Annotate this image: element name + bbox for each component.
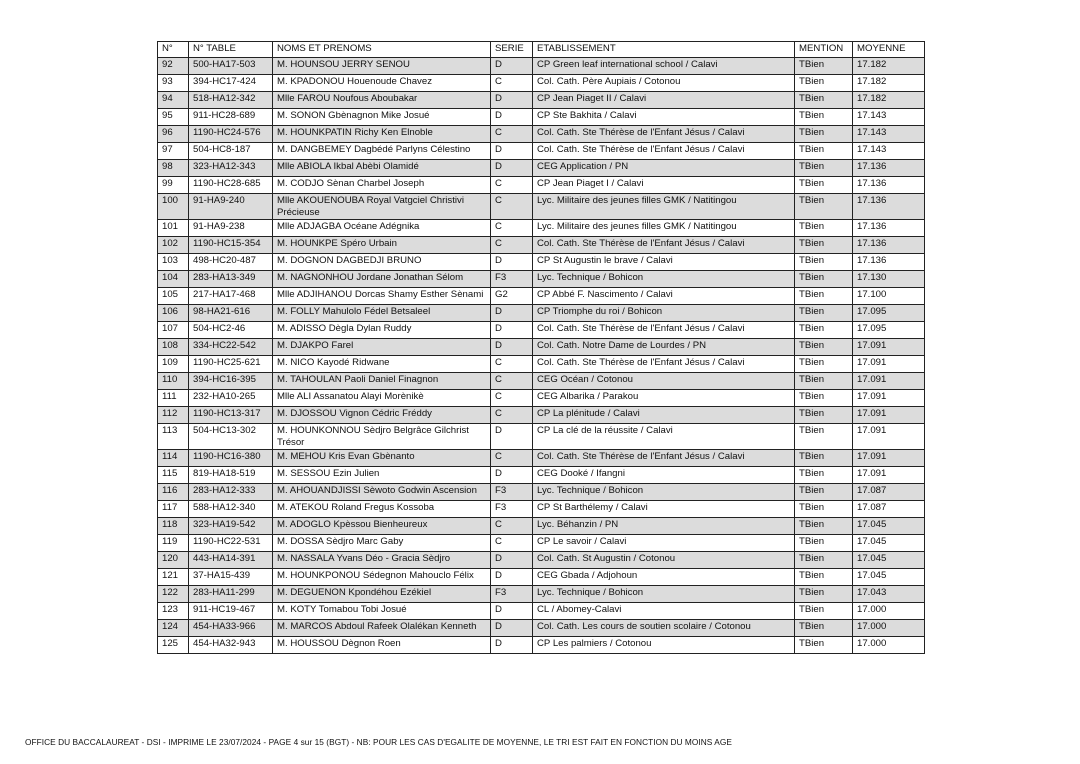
cell-table-number: 323-HA12-343: [189, 160, 273, 177]
cell-rank: 105: [158, 288, 189, 305]
cell-series: D: [491, 322, 533, 339]
table-row: [158, 373, 925, 390]
cell-average: 17.143: [853, 143, 925, 160]
cell-school: CEG Dooké / Ifangni: [533, 467, 795, 484]
cell-school: Lyc. Militaire des jeunes filles GMK / Natitingou: [533, 194, 795, 220]
cell-name: M. SONON Gbènagnon Mike Josué: [273, 109, 491, 126]
cell-rank: 116: [158, 484, 189, 501]
table-row: [158, 109, 925, 126]
cell-mention: TBien: [795, 569, 853, 586]
cell-mention: TBien: [795, 75, 853, 92]
cell-school: Lyc. Technique / Bohicon: [533, 271, 795, 288]
cell-rank: 100: [158, 194, 189, 220]
cell-mention: TBien: [795, 254, 853, 271]
cell-series: D: [491, 467, 533, 484]
cell-series: C: [491, 407, 533, 424]
cell-series: C: [491, 535, 533, 552]
cell-average: 17.182: [853, 75, 925, 92]
cell-name: M. HOUNKPE Spéro Urbain: [273, 237, 491, 254]
cell-school: CP Le savoir / Calavi: [533, 535, 795, 552]
cell-table-number: 323-HA19-542: [189, 518, 273, 535]
cell-average: 17.091: [853, 424, 925, 450]
cell-name: M. DOGNON DAGBEDJI BRUNO: [273, 254, 491, 271]
cell-mention: TBien: [795, 373, 853, 390]
table-row: [158, 143, 925, 160]
cell-mention: TBien: [795, 603, 853, 620]
cell-series: C: [491, 373, 533, 390]
cell-rank: 94: [158, 92, 189, 109]
cell-series: D: [491, 143, 533, 160]
cell-name: M. DEGUENON Kpondéhou Ezékiel: [273, 586, 491, 603]
cell-average: 17.045: [853, 518, 925, 535]
cell-average: 17.136: [853, 254, 925, 271]
cell-average: 17.091: [853, 467, 925, 484]
cell-average: 17.100: [853, 288, 925, 305]
table-row: [158, 603, 925, 620]
cell-name: M. MEHOU Kris Evan Gbènanto: [273, 450, 491, 467]
cell-school: Col. Cath. Notre Dame de Lourdes / PN: [533, 339, 795, 356]
table-row: [158, 288, 925, 305]
cell-average: 17.000: [853, 637, 925, 654]
cell-series: C: [491, 450, 533, 467]
cell-name: M. HOUNKPATIN Richy Ken Elnoble: [273, 126, 491, 143]
cell-name: M. KPADONOU Houenoude Chavez: [273, 75, 491, 92]
cell-mention: TBien: [795, 160, 853, 177]
cell-name: M. ADISSO Dègla Dylan Ruddy: [273, 322, 491, 339]
cell-school: Lyc. Béhanzin / PN: [533, 518, 795, 535]
cell-series: D: [491, 637, 533, 654]
cell-name: M. DJAKPO Farel: [273, 339, 491, 356]
table-row: [158, 569, 925, 586]
cell-series: D: [491, 92, 533, 109]
cell-school: CP St Augustin le brave / Calavi: [533, 254, 795, 271]
cell-series: D: [491, 160, 533, 177]
cell-series: C: [491, 194, 533, 220]
table-row: [158, 390, 925, 407]
table-row: [158, 220, 925, 237]
table-row: [158, 254, 925, 271]
table-row: [158, 177, 925, 194]
cell-rank: 104: [158, 271, 189, 288]
cell-table-number: 1190-HC22-531: [189, 535, 273, 552]
cell-name: M. HOUNSOU JERRY SENOU: [273, 58, 491, 75]
cell-name: Mlle AKOUENOUBA Royal Vatgciel Christivi Précieuse: [273, 194, 491, 220]
cell-average: 17.087: [853, 501, 925, 518]
table-row: [158, 467, 925, 484]
cell-series: D: [491, 58, 533, 75]
cell-series: G2: [491, 288, 533, 305]
cell-mention: TBien: [795, 339, 853, 356]
table-row: [158, 356, 925, 373]
table-row: [158, 160, 925, 177]
cell-series: C: [491, 518, 533, 535]
cell-table-number: 504-HC13-302: [189, 424, 273, 450]
header-series: SERIE: [491, 42, 533, 58]
cell-rank: 111: [158, 390, 189, 407]
cell-name: Mlle ALI Assanatou Alayi Morènikè: [273, 390, 491, 407]
cell-school: CP Triomphe du roi / Bohicon: [533, 305, 795, 322]
cell-series: C: [491, 220, 533, 237]
cell-series: C: [491, 390, 533, 407]
cell-series: D: [491, 620, 533, 637]
cell-series: C: [491, 126, 533, 143]
cell-table-number: 500-HA17-503: [189, 58, 273, 75]
cell-rank: 122: [158, 586, 189, 603]
cell-rank: 101: [158, 220, 189, 237]
cell-table-number: 394-HC17-424: [189, 75, 273, 92]
cell-mention: TBien: [795, 467, 853, 484]
cell-table-number: 911-HC19-467: [189, 603, 273, 620]
cell-series: C: [491, 75, 533, 92]
table-row: [158, 339, 925, 356]
cell-mention: TBien: [795, 177, 853, 194]
cell-average: 17.000: [853, 603, 925, 620]
table-row: [158, 75, 925, 92]
cell-mention: TBien: [795, 143, 853, 160]
cell-mention: TBien: [795, 126, 853, 143]
table-body: [158, 58, 925, 654]
cell-mention: TBien: [795, 484, 853, 501]
cell-series: C: [491, 177, 533, 194]
cell-average: 17.143: [853, 109, 925, 126]
cell-school: Lyc. Militaire des jeunes filles GMK / Natitingou: [533, 220, 795, 237]
cell-average: 17.095: [853, 305, 925, 322]
cell-average: 17.091: [853, 450, 925, 467]
cell-average: 17.091: [853, 339, 925, 356]
header-school: ETABLISSEMENT: [533, 42, 795, 58]
cell-school: Col. Cath. Ste Thérèse de l'Enfant Jésus / Calavi: [533, 356, 795, 373]
cell-name: M. NAGNONHOU Jordane Jonathan Sélom: [273, 271, 491, 288]
cell-mention: TBien: [795, 535, 853, 552]
table-row: [158, 424, 925, 450]
cell-mention: TBien: [795, 288, 853, 305]
cell-name: Mlle ABIOLA Ikbal Abèbi Olamidé: [273, 160, 491, 177]
cell-rank: 98: [158, 160, 189, 177]
cell-series: D: [491, 424, 533, 450]
cell-rank: 123: [158, 603, 189, 620]
cell-name: M. AHOUANDJISSI Sèwoto Godwin Ascension: [273, 484, 491, 501]
cell-rank: 125: [158, 637, 189, 654]
cell-rank: 113: [158, 424, 189, 450]
cell-series: D: [491, 254, 533, 271]
cell-name: M. NICO Kayodé Ridwane: [273, 356, 491, 373]
cell-mention: TBien: [795, 271, 853, 288]
cell-table-number: 1190-HC24-576: [189, 126, 273, 143]
cell-table-number: 91-HA9-240: [189, 194, 273, 220]
table-row: [158, 305, 925, 322]
cell-table-number: 334-HC22-542: [189, 339, 273, 356]
cell-table-number: 1190-HC15-354: [189, 237, 273, 254]
cell-series: D: [491, 109, 533, 126]
table-row: [158, 126, 925, 143]
cell-average: 17.091: [853, 373, 925, 390]
cell-name: M. KOTY Tomabou Tobi Josué: [273, 603, 491, 620]
cell-series: F3: [491, 271, 533, 288]
cell-name: M. DOSSA Sèdjro Marc Gaby: [273, 535, 491, 552]
header-average: MOYENNE: [853, 42, 925, 58]
cell-table-number: 454-HA32-943: [189, 637, 273, 654]
cell-table-number: 911-HC28-689: [189, 109, 273, 126]
cell-average: 17.136: [853, 177, 925, 194]
cell-average: 17.143: [853, 126, 925, 143]
cell-table-number: 498-HC20-487: [189, 254, 273, 271]
cell-average: 17.087: [853, 484, 925, 501]
cell-school: Col. Cath. Ste Thérèse de l'Enfant Jésus / Calavi: [533, 143, 795, 160]
cell-average: 17.136: [853, 194, 925, 220]
cell-table-number: 518-HA12-342: [189, 92, 273, 109]
cell-rank: 97: [158, 143, 189, 160]
page-footer: OFFICE DU BACCALAUREAT - DSI - IMPRIME LE 23/07/2024 - PAGE 4 sur 15 (BGT) - NB: POUR LES CAS D'EGALITE DE MOYENNE, LE TRI EST FAIT EN FONCTION DU MOINS AGE: [25, 737, 732, 747]
table-row: [158, 501, 925, 518]
header-name: NOMS ET PRENOMS: [273, 42, 491, 58]
cell-mention: TBien: [795, 237, 853, 254]
cell-mention: TBien: [795, 501, 853, 518]
cell-name: M. SESSOU Ezin Julien: [273, 467, 491, 484]
cell-mention: TBien: [795, 586, 853, 603]
cell-table-number: 1190-HC16-380: [189, 450, 273, 467]
cell-series: C: [491, 237, 533, 254]
table-row: [158, 407, 925, 424]
table-row: [158, 484, 925, 501]
cell-mention: TBien: [795, 322, 853, 339]
cell-series: D: [491, 569, 533, 586]
cell-rank: 102: [158, 237, 189, 254]
cell-mention: TBien: [795, 552, 853, 569]
cell-series: D: [491, 603, 533, 620]
cell-mention: TBien: [795, 390, 853, 407]
cell-school: CP Les palmiers / Cotonou: [533, 637, 795, 654]
cell-rank: 95: [158, 109, 189, 126]
cell-school: Col. Cath. Ste Thérèse de l'Enfant Jésus / Calavi: [533, 126, 795, 143]
cell-average: 17.045: [853, 569, 925, 586]
cell-average: 17.091: [853, 356, 925, 373]
cell-name: M. HOUNKPONOU Sédegnon Mahouclo Félix: [273, 569, 491, 586]
cell-school: Lyc. Technique / Bohicon: [533, 586, 795, 603]
cell-rank: 96: [158, 126, 189, 143]
cell-mention: TBien: [795, 637, 853, 654]
cell-rank: 115: [158, 467, 189, 484]
cell-school: Col. Cath. Ste Thérèse de l'Enfant Jésus / Calavi: [533, 237, 795, 254]
cell-school: CEG Océan / Cotonou: [533, 373, 795, 390]
cell-rank: 99: [158, 177, 189, 194]
cell-name: M. HOUSSOU Dègnon Roen: [273, 637, 491, 654]
cell-school: CP Jean Piaget II / Calavi: [533, 92, 795, 109]
cell-name: M. CODJO Sènan Charbel Joseph: [273, 177, 491, 194]
cell-average: 17.136: [853, 237, 925, 254]
cell-name: M. TAHOULAN Paoli Daniel Finagnon: [273, 373, 491, 390]
cell-rank: 124: [158, 620, 189, 637]
cell-mention: TBien: [795, 424, 853, 450]
cell-mention: TBien: [795, 620, 853, 637]
cell-mention: TBien: [795, 58, 853, 75]
cell-mention: TBien: [795, 305, 853, 322]
header-mention: MENTION: [795, 42, 853, 58]
table-row: [158, 58, 925, 75]
cell-series: F3: [491, 484, 533, 501]
table-row: [158, 194, 925, 220]
cell-rank: 103: [158, 254, 189, 271]
cell-average: 17.043: [853, 586, 925, 603]
cell-mention: TBien: [795, 518, 853, 535]
cell-average: 17.045: [853, 552, 925, 569]
cell-name: M. DANGBEMEY Dagbédé Parlyns Célestino: [273, 143, 491, 160]
table-row: [158, 552, 925, 569]
table-row: [158, 586, 925, 603]
cell-average: 17.136: [853, 160, 925, 177]
cell-school: CEG Gbada / Adjohoun: [533, 569, 795, 586]
cell-mention: TBien: [795, 407, 853, 424]
cell-table-number: 283-HA12-333: [189, 484, 273, 501]
cell-average: 17.182: [853, 58, 925, 75]
cell-rank: 120: [158, 552, 189, 569]
cell-table-number: 1190-HC25-621: [189, 356, 273, 373]
cell-table-number: 98-HA21-616: [189, 305, 273, 322]
cell-average: 17.091: [853, 407, 925, 424]
cell-school: Col. Cath. Père Aupiais / Cotonou: [533, 75, 795, 92]
cell-mention: TBien: [795, 220, 853, 237]
cell-table-number: 232-HA10-265: [189, 390, 273, 407]
cell-name: Mlle ADJIHANOU Dorcas Shamy Esther Sènami: [273, 288, 491, 305]
cell-name: M. HOUNKONNOU Sèdjro Belgrâce Gilchrist Trésor: [273, 424, 491, 450]
cell-rank: 92: [158, 58, 189, 75]
cell-table-number: 394-HC16-395: [189, 373, 273, 390]
cell-school: Col. Cath. Les cours de soutien scolaire / Cotonou: [533, 620, 795, 637]
cell-rank: 109: [158, 356, 189, 373]
cell-school: CP Abbé F. Nascimento / Calavi: [533, 288, 795, 305]
cell-mention: TBien: [795, 356, 853, 373]
cell-table-number: 454-HA33-966: [189, 620, 273, 637]
cell-school: Col. Cath. Ste Thérèse de l'Enfant Jésus / Calavi: [533, 450, 795, 467]
cell-table-number: 504-HC2-46: [189, 322, 273, 339]
cell-series: F3: [491, 586, 533, 603]
cell-rank: 118: [158, 518, 189, 535]
cell-school: Lyc. Technique / Bohicon: [533, 484, 795, 501]
cell-table-number: 283-HA11-299: [189, 586, 273, 603]
cell-school: Col. Cath. St Augustin / Cotonou: [533, 552, 795, 569]
cell-average: 17.130: [853, 271, 925, 288]
cell-school: CEG Application / PN: [533, 160, 795, 177]
cell-rank: 114: [158, 450, 189, 467]
cell-rank: 93: [158, 75, 189, 92]
cell-table-number: 283-HA13-349: [189, 271, 273, 288]
cell-school: Col. Cath. Ste Thérèse de l'Enfant Jésus / Calavi: [533, 322, 795, 339]
cell-average: 17.091: [853, 390, 925, 407]
cell-school: CEG Albarika / Parakou: [533, 390, 795, 407]
cell-name: Mlle FAROU Noufous Aboubakar: [273, 92, 491, 109]
cell-series: C: [491, 356, 533, 373]
table-row: [158, 450, 925, 467]
table-row: [158, 637, 925, 654]
cell-school: CP Jean Piaget I / Calavi: [533, 177, 795, 194]
cell-mention: TBien: [795, 450, 853, 467]
cell-name: Mlle ADJAGBA Océane Adégnika: [273, 220, 491, 237]
table-row: [158, 237, 925, 254]
cell-mention: TBien: [795, 92, 853, 109]
cell-rank: 112: [158, 407, 189, 424]
cell-rank: 107: [158, 322, 189, 339]
cell-series: D: [491, 305, 533, 322]
cell-rank: 119: [158, 535, 189, 552]
cell-rank: 121: [158, 569, 189, 586]
table-row: [158, 620, 925, 637]
table-row: [158, 271, 925, 288]
cell-table-number: 217-HA17-468: [189, 288, 273, 305]
table-row: [158, 322, 925, 339]
cell-table-number: 443-HA14-391: [189, 552, 273, 569]
header-table-number: N° TABLE: [189, 42, 273, 58]
cell-mention: TBien: [795, 194, 853, 220]
cell-series: D: [491, 339, 533, 356]
cell-school: CP La plénitude / Calavi: [533, 407, 795, 424]
cell-name: M. ADOGLO Kpèssou Bienheureux: [273, 518, 491, 535]
table-row: [158, 518, 925, 535]
cell-school: CL / Abomey-Calavi: [533, 603, 795, 620]
cell-table-number: 37-HA15-439: [189, 569, 273, 586]
cell-rank: 108: [158, 339, 189, 356]
cell-rank: 106: [158, 305, 189, 322]
header-rank: N°: [158, 42, 189, 58]
table-row: [158, 535, 925, 552]
cell-school: CP Green leaf international school / Calavi: [533, 58, 795, 75]
cell-table-number: 819-HA18-519: [189, 467, 273, 484]
cell-table-number: 1190-HC13-317: [189, 407, 273, 424]
cell-table-number: 91-HA9-238: [189, 220, 273, 237]
cell-average: 17.095: [853, 322, 925, 339]
cell-series: D: [491, 552, 533, 569]
cell-average: 17.045: [853, 535, 925, 552]
cell-series: F3: [491, 501, 533, 518]
cell-average: 17.000: [853, 620, 925, 637]
cell-name: M. MARCOS Abdoul Rafeek Olalékan Kenneth: [273, 620, 491, 637]
cell-mention: TBien: [795, 109, 853, 126]
cell-table-number: 504-HC8-187: [189, 143, 273, 160]
cell-table-number: 1190-HC28-685: [189, 177, 273, 194]
cell-name: M. DJOSSOU Vignon Cédric Fréddy: [273, 407, 491, 424]
table-row: [158, 92, 925, 109]
cell-name: M. NASSALA Yvans Déo - Gracia Sèdjro: [273, 552, 491, 569]
cell-table-number: 588-HA12-340: [189, 501, 273, 518]
cell-school: CP Ste Bakhita / Calavi: [533, 109, 795, 126]
cell-average: 17.136: [853, 220, 925, 237]
cell-rank: 117: [158, 501, 189, 518]
cell-rank: 110: [158, 373, 189, 390]
results-table: [157, 41, 925, 654]
cell-school: CP La clé de la réussite / Calavi: [533, 424, 795, 450]
cell-name: M. ATEKOU Roland Fregus Kossoba: [273, 501, 491, 518]
cell-name: M. FOLLY Mahulolo Fédel Betsaleel: [273, 305, 491, 322]
cell-school: CP St Barthélemy / Calavi: [533, 501, 795, 518]
cell-average: 17.182: [853, 92, 925, 109]
table-header-row: [158, 42, 925, 58]
